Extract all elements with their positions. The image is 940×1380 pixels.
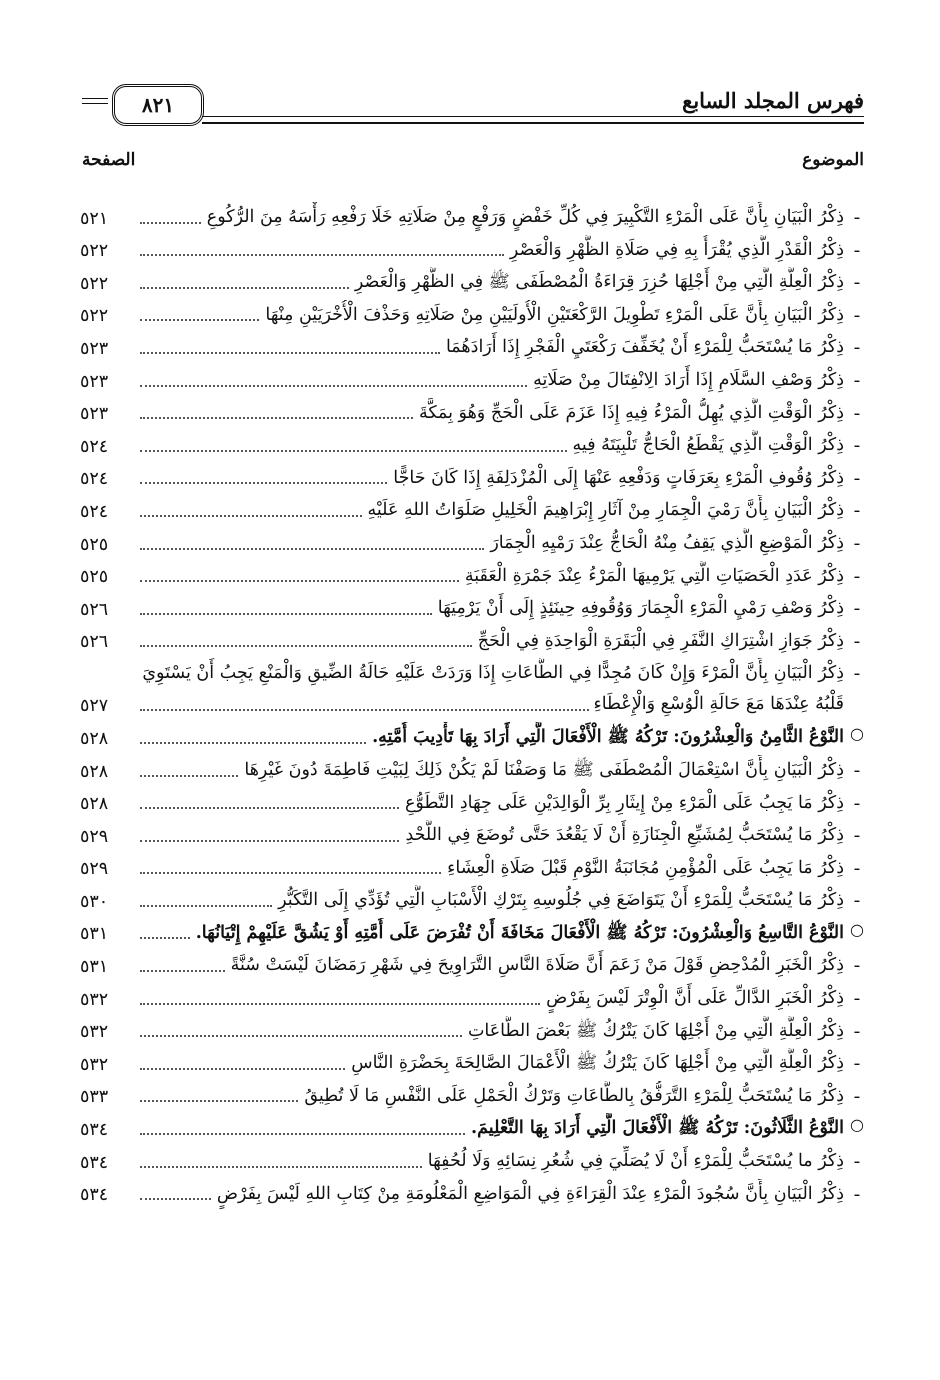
toc-entry[interactable]	[80, 493, 864, 526]
section-circle-marker: ○	[850, 919, 864, 939]
toc-entry[interactable]	[80, 981, 864, 1014]
dot-leader	[140, 548, 484, 550]
entry-dash-marker: ـ	[854, 464, 860, 484]
toc-entry-title: ذِكْرُ مَا يُسْتَحَبُّ لِلْمَرْءِ أَنْ يَتَوَاضَعَ فِي جُلُوسِهِ بِتَرْكِ الْأَسْبَابِ الَّتِي تُؤَدِّي إِلَى التَّكَبُّرِ	[278, 890, 844, 911]
dot-leader	[140, 872, 441, 874]
entry-dash-marker: ـ	[854, 301, 860, 321]
toc-entry-title: ذِكْرُ الْبَيَانِ بِأَنَّ رَمْيَ الْجِمَارِ مِنْ آثَارِ إِبْرَاهِيمَ الْخَلِيلِ صَلَوَاتُ اللهِ عَلَيْهِ	[367, 500, 844, 521]
toc-entry-title: ذِكْرُ الْوَقْتِ الَّذِي يَقْطَعُ الْحَاجُّ تَلْبِيَتَهُ فِيهِ	[572, 435, 844, 456]
dot-leader	[140, 1166, 422, 1168]
dot-leader	[140, 613, 432, 615]
dot-leader	[140, 385, 527, 387]
toc-entry-page-number: ٥٢٤	[80, 501, 109, 522]
toc-entry[interactable]	[80, 786, 864, 819]
entry-dash-marker: ـ	[854, 822, 860, 842]
toc-entry[interactable]	[80, 624, 864, 657]
toc-entry-title: ذِكْرُ مَا يُسْتَحَبُّ لِلْمَرْءِ أَنْ يُخَفِّفَ رَكْعَتَيِ الْفَجْرِ إِذَا أَرَادَهُمَا	[445, 337, 844, 358]
toc-entry[interactable]	[80, 428, 864, 461]
toc-entry-title: ذِكْرُ الْعِلَّةِ الَّتِي مِنْ أَجْلِهَا حُزِرَ قِرَاءَةُ الْمُصْطَفَى ﷺ فِي الظُّهْرِ وَالْعَصْرِ	[354, 272, 844, 293]
section-circle-marker: ○	[850, 1115, 864, 1135]
dot-leader	[140, 645, 472, 647]
toc-section-heading[interactable]	[80, 1111, 864, 1144]
toc-entry-page-number: ٥٢٦	[80, 599, 109, 620]
toc-entry[interactable]	[80, 948, 864, 981]
toc-entry-title: ذِكْرُ وَصْفِ رَمْيِ الْمَرْءِ الْجِمَارَ وَوُقُوفِهِ حِينَئِذٍ إِلَى أَنْ يَرْمِيَهَا	[437, 598, 844, 619]
entry-dash-marker: ـ	[854, 595, 860, 615]
toc-entry-page-number: ٥٣٢	[80, 1022, 109, 1043]
dot-leader	[140, 222, 201, 224]
toc-entry-title: ذِكْرُ الْبَيَانِ بِأَنَّ سُجُودَ الْمَرْءِ عِنْدَ الْقِرَاءَةِ فِي الْمَوَاضِعِ الْمَعْلُومَةِ مِنْ كِتَابِ اللهِ لَيْسَ بِفَرْضٍ	[216, 1183, 844, 1204]
toc-entry-title: ذِكْرُ جَوَازِ اشْتِرَاكِ النَّفَرِ فِي الْبَقَرَةِ الْوَاحِدَةِ فِي الْحَجِّ	[477, 630, 844, 651]
toc-entry-page-number: ٥٢٨	[80, 728, 109, 749]
toc-entry-title: ذِكْرُ الْعِلَّةِ الَّتِي مِنْ أَجْلِهَا كَانَ يَتْرُكُ ﷺ بَعْضَ الطَّاعَاتِ	[467, 1020, 844, 1041]
dot-leader	[140, 709, 589, 711]
toc-entry-page-number: ٥٣٢	[80, 989, 109, 1010]
entry-dash-marker: ـ	[854, 399, 860, 419]
running-header	[82, 78, 864, 132]
toc-entry-title: ذِكْرُ وَصْفِ السَّلَامِ إِذَا أَرَادَ الِانْفِتَالَ مِنْ صَلَاتِهِ	[533, 369, 844, 390]
entry-dash-marker: ـ	[854, 269, 860, 289]
toc-entry-title: ذِكْرُ الْعِلَّةِ الَّتِي مِنْ أَجْلِهَا كَانَ يَتْرُكُ ﷺ الْأَعْمَالَ الصَّالِحَةَ بِحَضْرَةِ النَّاسِ	[351, 1053, 844, 1074]
toc-entry[interactable]	[80, 883, 864, 916]
toc-entry-title: ذِكْرُ الْخَبَرِ الدَّالِّ عَلَى أَنَّ الْوِتْرَ لَيْسَ بِفَرْضٍ	[546, 988, 844, 1009]
toc-entry-page-number: ٥٢٣	[80, 338, 109, 359]
toc-entry-page-number: ٥٢٨	[80, 794, 109, 815]
dot-leader	[140, 580, 459, 582]
toc-entry-title: النَّوْعُ الثَّامِنُ وَالْعِشْرُونَ: تَرْكُهُ ﷺ الْأَفْعَالَ الَّتِي أَرَادَ بِهَا تَأْدِيبَ أُمَّتِهِ.	[372, 727, 844, 748]
toc-entry-page-number: ٥٢٣	[80, 371, 109, 392]
dot-leader	[140, 319, 259, 321]
toc-entry-page-number: ٥٢٧	[80, 696, 109, 717]
toc-entry[interactable]	[80, 200, 864, 233]
toc-entry[interactable]	[80, 851, 864, 884]
entry-dash-marker: ـ	[854, 236, 860, 256]
toc-entry-page-number: ٥٢٢	[80, 273, 109, 294]
toc-entry-title: ذِكْرُ مَا يُسْتَحَبُّ لِلْمَرْءِ التَّرَفُّقُ بِالطَّاعَاتِ وَتَرْكُ الْحَمْلِ عَلَى النَّفْسِ مَا لَا تُطِيقُ	[304, 1085, 844, 1106]
entry-dash-marker: ـ	[854, 562, 860, 582]
entry-dash-marker: ـ	[854, 627, 860, 647]
entry-dash-marker: ـ	[854, 432, 860, 452]
entry-dash-marker: ـ	[854, 1180, 860, 1200]
toc-entry-page-number: ٥٢٢	[80, 306, 109, 327]
entry-dash-marker: ـ	[854, 1082, 860, 1102]
toc-entry-title: ذِكْرُ الْقَدْرِ الَّذِي يُقْرَأُ بِهِ فِي صَلَاةِ الظُّهْرِ وَالْعَصْرِ	[509, 239, 844, 260]
toc-entry-title: ذِكْرُ الْوَقْتِ الَّذِي يُهِلُّ الْمَرْءُ فِيهِ إِذَا عَزَمَ عَلَى الْحَجِّ وَهُوَ بِمَكَّةَ	[418, 402, 844, 423]
toc-entry-title: ذِكْرُ ما يُسْتَحَبُّ لِلْمَرْءِ أَنْ لَا يُصَلِّيَ فِي شُعُرِ نِسَائِهِ وَلَا لُحُفِهَا	[427, 1151, 844, 1172]
dot-leader	[140, 1003, 540, 1005]
toc-entry-title: ذِكْرُ الْبَيَانِ بِأَنَّ الْمَرْءَ وَإِنْ كَانَ مُجِدًّا فِي الطَّاعَاتِ إِذَا وَرَدَتْ عَلَيْهِ حَالَةُ الضِّيقِ وَالْمَنْعِ يَجِبُ أَنْ يَسْتَوِيَ قَلْبُهُ عِنْدَهَا مَعَ حَالَةِ الْوُسْعِ وَالْإِعْطَاءِ	[142, 663, 844, 715]
entry-dash-marker: ـ	[854, 1148, 860, 1168]
section-circle-marker: ○	[850, 724, 864, 744]
toc-entry[interactable]	[80, 233, 864, 266]
toc-entry[interactable]	[80, 461, 864, 494]
dot-leader	[140, 515, 362, 517]
dot-leader	[140, 840, 399, 842]
toc-entry-title: ذِكْرُ الْبَيَانِ بِأَنَّ عَلَى الْمَرْءِ التَّكْبِيرَ فِي كُلِّ خَفْضٍ وَرَفْعٍ مِنْ صَلَاتِهِ خَلَا رَفْعِهِ رَأْسَهُ مِنَ الرُّكُوعِ	[206, 207, 844, 227]
topic-column-header: الموضوع	[802, 150, 864, 170]
entry-dash-marker: ـ	[854, 497, 860, 517]
entry-dash-marker: ـ	[854, 756, 860, 776]
toc-entry[interactable]	[80, 363, 864, 396]
dot-leader	[140, 352, 440, 354]
toc-entry-page-number: ٥٢٥	[80, 534, 109, 555]
toc-entry-page-number: ٥٣٤	[80, 1185, 109, 1206]
toc-section-heading[interactable]	[80, 720, 864, 753]
toc-entry[interactable]	[80, 753, 864, 786]
toc-entry[interactable]	[80, 1079, 864, 1112]
header-title: فهرس المجلد السابع	[682, 88, 864, 113]
dot-leader	[140, 905, 272, 907]
header-rule-right-1	[202, 116, 864, 117]
entry-dash-marker: ـ	[854, 952, 860, 972]
entry-dash-marker: ـ	[854, 1017, 860, 1037]
toc-entry-page-number: ٥٣٤	[80, 1152, 109, 1173]
header-rule-left-2	[82, 103, 108, 104]
toc-entry-page-number: ٥٢٩	[80, 826, 109, 847]
toc-entry[interactable]	[80, 818, 864, 851]
page-column-header: الصفحة	[82, 150, 136, 170]
entry-dash-marker: ـ	[854, 1050, 860, 1070]
toc-entry-page-number: ٥٢٢	[80, 241, 109, 262]
entry-dash-marker: ـ	[854, 334, 860, 354]
toc-entry-page-number: ٥٢٦	[80, 632, 109, 653]
header-rule-left-1	[82, 98, 108, 99]
toc-entry-page-number: ٥٣١	[80, 924, 109, 945]
toc-entry-page-number: ٥٢٩	[80, 859, 109, 880]
toc-entry-title: ذِكْرُ وُقُوفِ الْمَرْءِ بِعَرَفَاتٍ وَدَفْعِهِ عَنْهَا إِلَى الْمُزْدَلِفَةِ إِذَا كَانَ حَاجًّا	[393, 467, 844, 488]
toc-entry[interactable]	[80, 396, 864, 429]
entry-dash-marker: ـ	[854, 854, 860, 874]
toc-section-heading[interactable]	[80, 916, 864, 949]
dot-leader	[140, 450, 567, 452]
toc-entry[interactable]	[80, 526, 864, 559]
page-number-badge: ٨٢١	[112, 84, 204, 126]
toc-entry-title: ذِكْرُ الْمَوْضِعِ الَّذِي يَقِفُ مِنْهُ الْحَاجُّ عِنْدَ رَمْيِهِ الْجِمَارَ	[490, 532, 844, 553]
dot-leader	[140, 970, 225, 972]
entry-dash-marker: ـ	[854, 660, 860, 680]
entry-dash-marker: ـ	[854, 887, 860, 907]
dot-leader	[140, 1068, 345, 1070]
toc-entry[interactable]	[80, 1144, 864, 1177]
toc-entry-page-number: ٥٣٢	[80, 1054, 109, 1075]
toc-entry-title: ذِكْرُ مَا يَجِبُ عَلَى الْمَرْءِ مِنْ إِيثَارِ بِرِّ الْوَالِدَيْنِ عَلَى جِهَادِ التَّطَوُّعِ	[404, 792, 844, 813]
header-rule-right-2	[202, 122, 864, 124]
dot-leader	[140, 775, 238, 777]
dot-leader	[140, 742, 366, 744]
toc-entry-title: ذِكْرُ مَا يُسْتَحَبُّ لِمُشَيِّعِ الْجِنَازَةِ أَنْ لَا يَقْعُدَ حَتَّى تُوضَعَ فِي اللَّحْدِ	[405, 825, 844, 846]
toc-entry-page-number: ٥٣٣	[80, 1087, 109, 1108]
entry-dash-marker: ـ	[854, 529, 860, 549]
dot-leader	[140, 807, 399, 809]
table-of-contents	[80, 200, 864, 1209]
entry-dash-marker: ـ	[854, 366, 860, 386]
toc-entry-title: النَّوْعُ الثَّلَاثُونَ: تَرْكُهُ ﷺ الْأَفْعَالَ الَّتِي أَرَادَ بِهَا التَّعْلِيمَ.	[471, 1118, 844, 1139]
toc-entry-page-number: ٥٣٠	[80, 891, 109, 912]
dot-leader	[140, 254, 504, 256]
toc-entry[interactable]	[80, 1177, 864, 1210]
toc-entry[interactable]	[80, 591, 864, 624]
dot-leader	[140, 417, 413, 419]
entry-dash-marker: ـ	[854, 789, 860, 809]
toc-entry[interactable]	[80, 265, 864, 298]
toc-entry-title: النَّوْعُ التَّاسِعُ وَالْعِشْرُونَ: تَرْكُهُ ﷺ الْأَفْعَالَ مَخَافَةَ أَنْ تُفْرَضَ عَلَى أُمَّتِهِ أَوْ يَشُقَّ عَلَيْهِمْ إِتْيَانُهَا.	[195, 922, 844, 943]
toc-entry-title: ذِكْرُ عَدَدِ الْحَصَيَاتِ الَّتِي يَرْمِيهَا الْمَرْءُ عِنْدَ جَمْرَةِ الْعَقَبَةِ	[464, 565, 844, 586]
toc-entry-page-number: ٥٢١	[80, 208, 109, 229]
toc-entry-page-number: ٥٢٨	[80, 761, 109, 782]
toc-entry-page-number: ٥٢٤	[80, 436, 109, 457]
toc-entry-page-number: ٥٢٤	[80, 469, 109, 490]
toc-entry[interactable]	[80, 656, 864, 720]
dot-leader	[140, 1100, 298, 1102]
column-headers	[82, 150, 864, 180]
toc-entry-title: ذِكْرُ الْبَيَانِ بِأَنَّ عَلَى الْمَرْءِ تَطْوِيلَ الرَّكْعَتَيْنِ الْأُولَيَيْنِ مِنْ صَلَاتِهِ وَحَذْفَ الْأُخْرَيَيْنِ مِنْهَا	[265, 304, 844, 325]
entry-dash-marker: ـ	[854, 204, 860, 223]
dot-leader	[140, 287, 349, 289]
toc-entry[interactable]	[80, 298, 864, 331]
toc-entry-title: ذِكْرُ مَا يَجِبُ عَلَى الْمُؤْمِنِ مُجَانَبَةُ النَّوْمِ قَبْلَ صَلَاةِ الْعِشَاءِ	[447, 857, 844, 878]
toc-entry-page-number: ٥٢٥	[80, 567, 109, 588]
toc-entry-page-number: ٥٣١	[80, 957, 109, 978]
dot-leader	[140, 1133, 465, 1135]
toc-entry[interactable]	[80, 330, 864, 363]
dot-leader	[140, 937, 190, 939]
toc-entry[interactable]	[80, 559, 864, 592]
toc-entry[interactable]	[80, 1046, 864, 1079]
toc-entry-title: ذِكْرُ الْبَيَانِ بِأَنَّ اسْتِعْمَالَ الْمُصْطَفَى ﷺ مَا وَصَفْنَا لَمْ يَكُنْ ذَلِكَ لِبَيْتِ فَاطِمَةَ دُونَ غَيْرِهَا	[244, 759, 844, 780]
dot-leader	[140, 1035, 462, 1037]
toc-entry-page-number: ٥٢٣	[80, 404, 109, 425]
toc-entry-title: ذِكْرُ الْخَبَرِ الْمُدْحِضِ قَوْلَ مَنْ زَعَمَ أَنَّ صَلَاةَ النَّاسِ التَّرَاوِيحَ فِي شَهْرِ رَمَضَانَ لَيْسَتْ سُنَّةً	[230, 955, 844, 976]
dot-leader	[140, 482, 387, 484]
dot-leader	[140, 1198, 211, 1200]
toc-entry-page-number: ٥٣٤	[80, 1120, 109, 1141]
entry-dash-marker: ـ	[854, 985, 860, 1005]
toc-entry[interactable]	[80, 1014, 864, 1047]
